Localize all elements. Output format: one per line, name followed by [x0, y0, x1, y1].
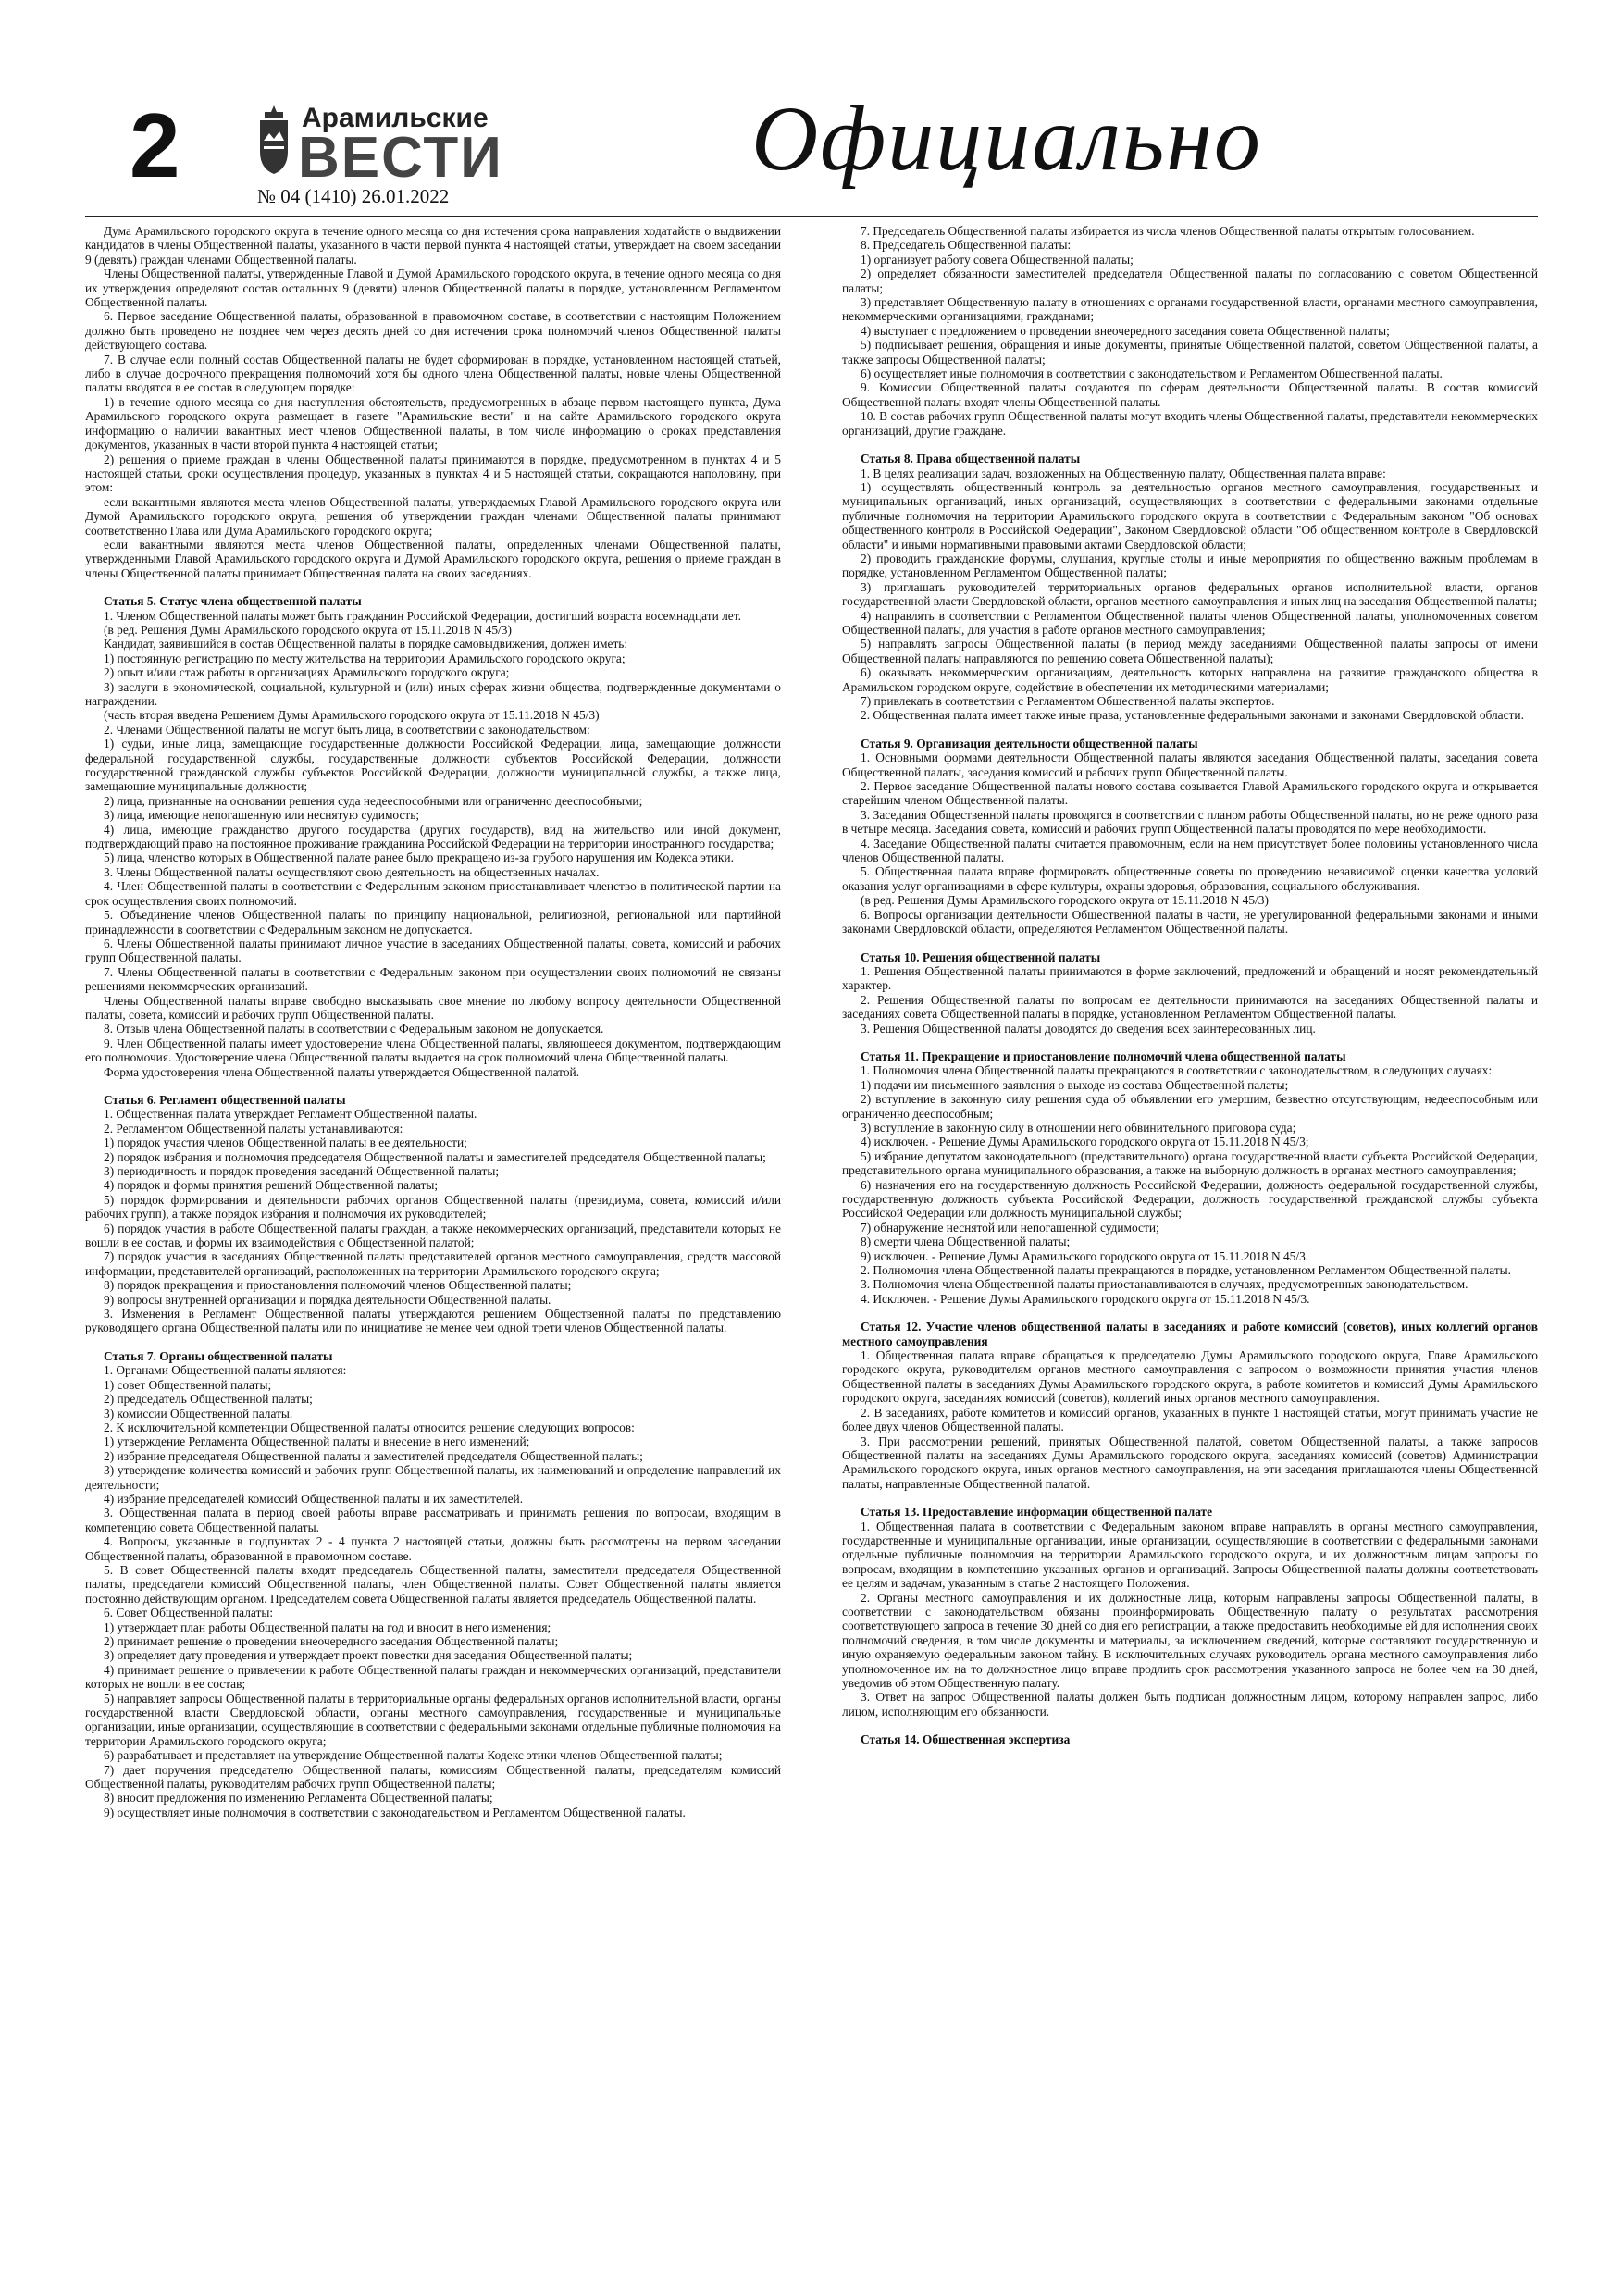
- paragraph: 1. Общественная палата вправе обращаться к председателю Думы Арамильского городского округа, Главе Арамильского городского округа, руководителям органов местного самоуправления с запросом о возможности принятия участия членов Общественной палаты в заседаниях Думы Арамильского городского округа, в работе комитетов и комиссий Думы Арамильского городского округа, заседаниях комиссий (советов), коллегий иных органов местного самоуправления.: [842, 1348, 1538, 1406]
- paragraph: 5) лица, членство которых в Общественной палате ранее было прекращено из-за грубого нарушения им Кодекса этики.: [104, 850, 734, 865]
- paragraph: 2) проводить гражданские форумы, слушания, круглые столы и иные мероприятия по общественно важным проблемам в порядке, установленном Регламентом Общественной палаты;: [842, 551, 1538, 580]
- paragraph: 4) порядок и формы принятия решений Общественной палаты;: [104, 1178, 439, 1193]
- paragraph: 3. Полномочия члена Общественной палаты приостанавливаются в случаях, предусмотренных законодательством.: [861, 1277, 1468, 1292]
- paragraph: 3) заслуги в экономической, социальной, культурной и (или) иных сферах жизни общества, подтвержденные документами о награждении.: [85, 679, 781, 708]
- paragraph: 10. В состав рабочих групп Общественной палаты могут входить члены Общественной палаты, представители некоммерческих организаций, другие граждане.: [842, 409, 1538, 438]
- paragraph: 1) судьи, иные лица, замещающие государственные должности Российской Федерации, лица, замещающие должности федеральной государственной службы, государственные должности субъектов Российской Федерации, должности государственной гражданской службы субъектов Российской Федерации, должности муниципальной службы, а также лица, замещающие муниципальные должности;: [85, 737, 781, 794]
- paragraph: 2) опыт и/или стаж работы в организациях Арамильского городского округа;: [104, 665, 510, 680]
- paragraph: 4. Член Общественной палаты в соответствии с Федеральным законом приостанавливает членство в политической партии на срок осуществления своих полномочий.: [85, 879, 781, 908]
- paragraph: 4) исключен. - Решение Думы Арамильского городского округа от 15.11.2018 N 45/3;: [861, 1135, 1309, 1149]
- header-divider: [85, 216, 1538, 217]
- paragraph: (в ред. Решения Думы Арамильского городского округа от 15.11.2018 N 45/3): [861, 893, 1269, 908]
- paragraph: 3) вступление в законную силу в отношении него обвинительного приговора суда;: [861, 1120, 1296, 1135]
- paragraph: 3) утверждение количества комиссий и рабочих групп Общественной палаты, их наименований и определение направлений их деятельности;: [85, 1463, 781, 1492]
- paragraph: 4) принимает решение о привлечении к работе Общественной палаты граждан и некоммерческих организаций, представители которых не вошли в ее состав;: [85, 1662, 781, 1692]
- paragraph: 2) лица, признанные на основании решения суда недееспособными или ограниченно дееспособными;: [104, 793, 643, 808]
- paragraph: 3) определяет дату проведения и утверждает проект повестки дня заседания Общественной палаты;: [104, 1648, 633, 1663]
- paragraph: 2. Первое заседание Общественной палаты нового состава созывается Главой Арамильского городского округа и открывается старейшим членом Общественной палаты.: [842, 779, 1538, 808]
- paragraph: 4) избрание председателей комиссий Общественной палаты и их заместителей.: [104, 1491, 524, 1506]
- paragraph: 2. Регламентом Общественной палаты устанавливаются:: [104, 1121, 403, 1136]
- article-columns: [85, 224, 1538, 2274]
- paragraph: 2) принимает решение о проведении внеочередного заседания Общественной палаты;: [104, 1634, 559, 1648]
- paragraph: 1) подачи им письменного заявления о выходе из состава Общественной палаты;: [861, 1077, 1289, 1092]
- paragraph: Дума Арамильского городского округа в течение одного месяца со дня истечения срока направления ходатайств о выдвижении кандидатов в члены Общественной палаты, указанного в части первой пункта 4 настоящей статьи, утверждает на своем заседании 9 (девять) граждан членами Общественной палаты.: [85, 224, 781, 267]
- section-title: Официально: [751, 87, 1262, 190]
- paragraph: 8) смерти члена Общественной палаты;: [861, 1235, 1071, 1249]
- paragraph: 5) направлять запросы Общественной палаты (в период между заседаниями Общественной палаты запросы от имени Общественной палаты направляются по решению совета Общественной палаты);: [842, 637, 1538, 665]
- paragraph: 6) оказывать некоммерческим организациям, деятельность которых направлена на развитие гражданского общества в Арамильском городском округе, содействие в обеспечении их методическими материалами;: [842, 665, 1538, 694]
- paragraph: 2. Общественная палата имеет также иные права, установленные федеральными законами и законами Свердловской области.: [861, 708, 1524, 723]
- paragraph: 3. Заседания Общественной палаты проводятся в соответствии с планом работы Общественной палаты, но не реже одного раза в четыре месяца. Заседания совета, комиссий и рабочих групп Общественной палаты проводятся по мере необходимости.: [842, 807, 1538, 837]
- paragraph: Члены Общественной палаты вправе свободно высказывать свое мнение по любому вопросу деятельности Общественной палаты, совета, комиссий и рабочих групп Общественной палаты.: [85, 993, 781, 1022]
- paragraph: 1) совет Общественной палаты;: [104, 1377, 272, 1392]
- paragraph: 1) утверждение Регламента Общественной палаты и внесение в него изменений;: [104, 1434, 530, 1449]
- masthead: [0, 0, 1623, 217]
- paragraph: (в ред. Решения Думы Арамильского городского округа от 15.11.2018 N 45/3): [104, 622, 512, 637]
- paragraph: 6. Вопросы организации деятельности Общественной палаты в части, не урегулированной федеральными законами и иными законами Свердловской области, определяются Регламентом Общественной палаты.: [842, 907, 1538, 937]
- paragraph: 3) комиссии Общественной палаты.: [104, 1406, 293, 1421]
- paragraph: 7. Председатель Общественной палаты избирается из числа членов Общественной палаты открытым голосованием.: [861, 224, 1475, 238]
- paragraph: 3. Ответ на запрос Общественной палаты должен быть подписан должностным лицом, которому направлен запрос, либо лицом, исполняющим его обязанности.: [842, 1690, 1538, 1719]
- paragraph: 3. Общественная палата в период своей работы вправе рассматривать и принимать решения по вопросам, входящим в компетенцию совета Общественной палаты.: [85, 1506, 781, 1534]
- paragraph: 5. Общественная палата вправе формировать общественные советы по проведению независимой оценки качества условий оказания услуг организациями в сфере культуры, охраны здоровья, образования, социального обслуживания.: [842, 864, 1538, 893]
- paragraph: 2) порядок избрания и полномочия председателя Общественной палаты и заместителей председателя Общественной палаты;: [104, 1149, 766, 1164]
- paragraph: 3) периодичность и порядок проведения заседаний Общественной палаты;: [104, 1164, 500, 1178]
- brand-title: ВЕСТИ: [298, 126, 503, 190]
- paragraph: 2) вступление в законную силу решения суда об объявлении его умершим, безвестно отсутствующим, недееспособным или ограниченно дееспособным;: [842, 1092, 1538, 1121]
- paragraph: 6. Члены Общественной палаты принимают личное участие в заседаниях Общественной палаты, совета, комиссий и рабочих групп Общественной палаты.: [85, 936, 781, 965]
- paragraph: 4. Заседание Общественной палаты считается правомочным, если на нем присутствует более половины установленного числа членов Общественной палаты.: [842, 836, 1538, 865]
- article-heading: Статья 8. Права общественной палаты: [861, 452, 1081, 466]
- paragraph: Форма удостоверения члена Общественной палаты утверждается Общественной палатой.: [104, 1064, 580, 1079]
- brand-subtitle: Арамильские: [302, 103, 489, 133]
- paragraph: 9) исключен. - Решение Думы Арамильского городского округа от 15.11.2018 N 45/3.: [861, 1248, 1309, 1263]
- paragraph: 5) направляет запросы Общественной палаты в территориальные органы федеральных органов исполнительной власти, органы государственной власти Свердловской области, органы местного самоуправления, государственные и муниципальные организации, иные организации, осуществляющие в соответствии с федеральными законами отдельные публичные полномочия на территории Арамильского городского округа;: [85, 1691, 781, 1748]
- paragraph: 7. В случае если полный состав Общественной палаты не будет сформирован в порядке, установленном настоящей статьей, либо в случае досрочного прекращения полномочий хотя бы одного члена Общественной палаты, новые члены Общественной палаты вводятся в ее состав в следующем порядке:: [85, 352, 781, 395]
- article-heading: Статья 7. Органы общественной палаты: [104, 1348, 333, 1363]
- paragraph: 2) избрание председателя Общественной палаты и заместителей председателя Общественной палаты;: [104, 1448, 643, 1463]
- article-heading: Статья 10. Решения общественной палаты: [861, 949, 1101, 964]
- paragraph: 5) подписывает решения, обращения и иные документы, принятые Общественной палатой, советом Общественной палаты, а также запросы Общественной палаты;: [842, 338, 1538, 366]
- paragraph: 7. Члены Общественной палаты в соответствии с Федеральным законом при осуществлении своих полномочий не связаны решениями некоммерческих организаций.: [85, 964, 781, 994]
- paragraph: 6) осуществляет иные полномочия в соответствии с законодательством и Регламентом Общественной палаты.: [861, 366, 1443, 381]
- paragraph: Члены Общественной палаты, утвержденные Главой и Думой Арамильского городского округа, в течение одного месяца со дня их утверждения определяют состав остальных 9 (девяти) членов Общественной палаты в порядке, установленном Регламентом Общественной палаты.: [85, 267, 781, 310]
- paragraph: 8. Отзыв члена Общественной палаты в соответствии с Федеральным законом не допускается.: [104, 1022, 604, 1036]
- article-heading: Статья 14. Общественная экспертиза: [861, 1732, 1071, 1747]
- right-column: [842, 224, 1538, 2274]
- paragraph: 4) лица, имеющие гражданство другого государства (других государств), вид на жительство или иной документ, подтверждающий право на постоянное проживание гражданина Российской Федерации на территории иностранного государства;: [85, 822, 781, 851]
- paragraph: 1) постоянную регистрацию по месту жительства на территории Арамильского городского округа;: [104, 651, 626, 665]
- paragraph: 6) порядок участия в работе Общественной палаты граждан, а также некоммерческих организаций, представители которых не вошли в ее состав, и формы их взаимодействия с Общественной палатой;: [85, 1221, 781, 1250]
- paragraph: 6) разрабатывает и представляет на утверждение Общественной палаты Кодекс этики членов Общественной палаты;: [104, 1748, 723, 1763]
- paragraph: 1) в течение одного месяца со дня наступления обстоятельств, предусмотренных в абзаце первом настоящего пункта, Дума Арамильского городского округа размещает в газете "Арамильские вести" и на сайте Арамильского городского округа информацию о наличии вакантных мест членов Общественной палаты, в том числе информацию о сроках представления документов, указанных в части второй пункта 4 настоящей статьи;: [85, 394, 781, 453]
- paragraph: 5) порядок формирования и деятельности рабочих органов Общественной палаты (президиума, совета, комиссий и/или рабочих групп), а также порядок избрания и полномочия их руководителей;: [85, 1192, 781, 1222]
- paragraph: 9. Член Общественной палаты имеет удостоверение члена Общественной палаты, являющееся документом, подтверждающим его полномочия. Удостоверение члена Общественной палаты выдается на срок полномочий члена Общественной палаты.: [85, 1036, 781, 1065]
- paragraph: 3. При рассмотрении решений, принятых Общественной палатой, советом Общественной палаты, а также запросов Общественной палаты на заседаниях Думы Арамильского городского округа, заседаниях комиссий (советов) Администрации Арамильского городского округа, иных органов местного самоуправления, на эти заседания приглашаются члены Общественной палаты, направленные Общественной палатой.: [842, 1433, 1538, 1491]
- article-heading: Статья 13. Предоставление информации общественной палате: [861, 1505, 1213, 1520]
- paragraph: 3) представляет Общественную палату в отношениях с органами государственной власти, органами местного самоуправления, некоммерческими организациями, гражданами;: [842, 295, 1538, 324]
- paragraph: 5. Объединение членов Общественной палаты по принципу национальной, религиозной, региональной или партийной принадлежности в соответствии с Федеральным законом не допускается.: [85, 908, 781, 937]
- paragraph: 3. Изменения в Регламент Общественной палаты утверждаются решением Общественной палаты по представлению руководящего органа Общественной палаты или по инициативе не менее чем одной трети членов Общественной палаты.: [85, 1307, 781, 1335]
- city-crest-icon: [257, 104, 291, 176]
- article-heading: Статья 9. Организация деятельности общественной палаты: [861, 736, 1198, 751]
- paragraph: 1. Членом Общественной палаты может быть гражданин Российской Федерации, достигший возраста восемнадцати лет.: [104, 608, 741, 623]
- paragraph: 2. Решения Общественной палаты по вопросам ее деятельности принимаются на заседаниях Общественной палаты и заседаниях совета Общественной палаты в порядке, установленном Регламентом Общественной палаты.: [842, 992, 1538, 1022]
- paragraph: 7) порядок участия в заседаниях Общественной палаты представителей органов местного самоуправления, средств массовой информации, представителей организаций, расположенных на территории Арамильского городского округа;: [85, 1249, 781, 1278]
- paragraph: если вакантными являются места членов Общественной палаты, утверждаемых Главой Арамильского городского округа или Думой Арамильского городского округа, решения об утверждении граждан членами Общественной палаты принимают соответственно Глава или Дума Арамильского городского округа;: [85, 494, 781, 538]
- paragraph: 1. Основными формами деятельности Общественной палаты являются заседания Общественной палаты, заседания совета Общественной палаты, заседания комиссий и рабочих групп Общественной палаты.: [842, 751, 1538, 779]
- article-heading: Статья 12. Участие членов общественной палаты в заседаниях и работе комиссий (советов), иных коллегий органов местного самоуправления: [842, 1320, 1538, 1348]
- paragraph: 9. Комиссии Общественной палаты создаются по сферам деятельности Общественной палаты. В состав комиссий Общественной палаты входят члены Общественной палаты.: [842, 380, 1538, 409]
- paragraph: 8. Председатель Общественной палаты:: [861, 238, 1072, 253]
- paragraph: 4. Исключен. - Решение Думы Арамильского городского округа от 15.11.2018 N 45/3.: [861, 1291, 1310, 1306]
- paragraph: 1) организует работу совета Общественной палаты;: [861, 252, 1134, 267]
- paragraph: Кандидат, заявившийся в состав Общественной палаты в порядке самовыдвижения, должен иметь:: [104, 637, 628, 652]
- paragraph: 3. Члены Общественной палаты осуществляют свою деятельность на общественных началах.: [104, 864, 600, 879]
- paragraph: 4) направлять в соответствии с Регламентом Общественной палаты членов Общественной палаты, уполномоченных советом Общественной палаты, для участия в работе органов местного самоуправления;: [842, 608, 1538, 637]
- paragraph: 1) утверждает план работы Общественной палаты на год и вносит в него изменения;: [104, 1620, 551, 1634]
- paragraph: 1. Общественная палата в соответствии с Федеральным законом вправе направлять в органы местного самоуправления, государственные и муниципальные организации, иные организации, осуществляющие в соответствии с федеральными законами отдельные публичные полномочия на территории Арамильского городского округа, и их должностным лицам запросы по вопросам, входящим в компетенцию указанных органов и организаций. Запросы Общественной палаты должны соответствовать ее целям и задачам, указанным в статье 2 настоящего Положения.: [842, 1519, 1538, 1591]
- paragraph: 8) порядок прекращения и приостановления полномочий членов Общественной палаты;: [104, 1278, 572, 1293]
- paragraph: 2. Членами Общественной палаты не могут быть лица, в соответствии с законодательством:: [104, 722, 590, 737]
- paragraph: 2. К исключительной компетенции Общественной палаты относится решение следующих вопросов:: [104, 1420, 635, 1434]
- paragraph: 3) лица, имеющие непогашенную или неснятую судимость;: [104, 808, 420, 823]
- paragraph: 1) осуществлять общественный контроль за деятельностью органов местного самоуправления, государственных и муниципальных организаций, иных организаций, осуществляющих в соответствии с федеральными законами отдельные публичные полномочия на территории Арамильского городского округа в соответствии с Федеральным законом "Об основах общественного контроля в Российской Федерации", Законом Свердловской области "Об общественном контроле в Свердловской области" и иными нормативными правовыми актами Свердловской области;: [842, 479, 1538, 552]
- article-heading: Статья 11. Прекращение и приостановление полномочий члена общественной палаты: [861, 1049, 1346, 1063]
- paragraph: 2. Полномочия члена Общественной палаты прекращаются в порядке, установленном Регламентом Общественной палаты.: [861, 1263, 1512, 1278]
- paragraph: 7) обнаружение неснятой или непогашенной судимости;: [861, 1220, 1159, 1235]
- paragraph: 6) назначения его на государственную должность Российской Федерации, должность федеральной государственной службы, государственную должность субъекта Российской Федерации, должность государственной гражданской службы субъекта Российской Федерации или должность муниципальной службы;: [842, 1177, 1538, 1221]
- paragraph: 6. Совет Общественной палаты:: [104, 1606, 274, 1620]
- paragraph: 2. Органы местного самоуправления и их должностные лица, которым направлены запросы Общественной палаты, в соответствии с законодательством обязаны проинформировать Общественную палату о результатах рассмотрения соответствующего запроса в течение 30 дней со дня его регистрации, а также предоставить необходимые ей для исполнения своих полномочий сведения, в том числе документы и материалы, за исключением сведений, которые составляют государственную и иную охраняемую федеральным законом тайну. В исключительных случаях руководитель органа местного самоуправления либо уполномоченное им на то должностное лицо вправе продлить срок рассмотрения указанного запроса не более чем на 30 дней, уведомив об этом Общественную палату.: [842, 1590, 1538, 1690]
- article-heading: Статья 6. Регламент общественной палаты: [104, 1092, 346, 1107]
- paragraph: 2) председатель Общественной палаты;: [104, 1392, 313, 1407]
- paragraph: (часть вторая введена Решением Думы Арамильского городского округа от 15.11.2018 N 45/3): [104, 708, 600, 723]
- paragraph: 3. Решения Общественной палаты доводятся до сведения всех заинтересованных лиц.: [861, 1021, 1316, 1036]
- paragraph: 5) избрание депутатом законодательного (представительного) органа государственной власти субъекта Российской Федерации, представительного органа муниципального образования, а также на выборную должность в органах местного самоуправления;: [842, 1148, 1538, 1178]
- issue-info: № 04 (1410) 26.01.2022: [257, 185, 450, 207]
- paragraph: 6. Первое заседание Общественной палаты, образованной в правомочном составе, в соответствии с настоящим Положением должно быть проведено не позднее чем через десять дней со дня истечения срока полномочий членов Общественной палаты действующего состава.: [85, 309, 781, 353]
- paragraph: 9) вопросы внутренней организации и порядка деятельности Общественной палаты.: [104, 1292, 551, 1307]
- paragraph: 2) определяет обязанности заместителей председателя Общественной палаты по согласованию с советом Общественной палаты;: [842, 267, 1538, 295]
- paragraph: 7) привлекать в соответствии с Регламентом Общественной палаты экспертов.: [861, 694, 1275, 708]
- paragraph: 1) порядок участия членов Общественной палаты в ее деятельности;: [104, 1136, 467, 1150]
- paragraph: 4) выступает с предложением о проведении внеочередного заседания совета Общественной палаты;: [861, 323, 1390, 338]
- article-heading: Статья 5. Статус члена общественной палаты: [104, 594, 362, 609]
- paragraph: 1. Решения Общественной палаты принимаются в форме заключений, предложений и обращений и носят рекомендательный характер.: [842, 963, 1538, 993]
- paragraph: 3) приглашать руководителей территориальных органов федеральных органов исполнительной власти, органов государственной власти Свердловской области, органов местного самоуправления и иных лиц на заседания Общественной палаты;: [842, 579, 1538, 609]
- paragraph: 1. Органами Общественной палаты являются:: [104, 1363, 347, 1378]
- paragraph: 4. Вопросы, указанные в подпунктах 2 - 4 пункта 2 настоящей статьи, должны быть рассмотрены на первом заседании Общественной палаты, образованной в правомочном составе.: [85, 1534, 781, 1563]
- paragraph: 1. Общественная палата утверждает Регламент Общественной палаты.: [104, 1107, 477, 1122]
- paragraph: 8) вносит предложения по изменению Регламента Общественной палаты;: [104, 1791, 493, 1806]
- paragraph: 5. В совет Общественной палаты входят председатель Общественной палаты, заместители председателя Общественной палаты, председатели комиссий Общественной палаты, член Общественной палаты. Совет Общественной палаты является постоянно действующим органом. Председателем совета Общественной палаты является председатель Общественной палаты.: [85, 1562, 781, 1606]
- paragraph: 1. Полномочия члена Общественной палаты прекращаются в соответствии с законодательством, в следующих случаях:: [861, 1063, 1493, 1078]
- paragraph: 2. В заседаниях, работе комитетов и комиссий органов, указанных в пункте 1 настоящей статьи, могут принимать участие не более двух членов Общественной палаты.: [842, 1405, 1538, 1434]
- paragraph: если вакантными являются места членов Общественной палаты, определенных членами Общественной палаты, утвержденными Главой Арамильского городского округа и Думой Арамильского городского округа, решения о приеме граждан в члены Общественной палаты принимает Общественная палата на своих заседаниях.: [85, 537, 781, 580]
- paragraph: 1. В целях реализации задач, возложенных на Общественную палату, Общественная палата вправе:: [861, 465, 1386, 480]
- page-number: 2: [130, 94, 180, 196]
- paragraph: 7) дает поручения председателю Общественной палаты, комиссиям Общественной палаты, председателям комиссий Общественной палаты, руководителям рабочих групп Общественной палаты;: [85, 1762, 781, 1792]
- paragraph: 2) решения о приеме граждан в члены Общественной палаты принимаются в порядке, предусмотренном в пунктах 4 и 5 настоящей статьи, сроки осуществления процедур, указанных в пунктах 4 и 5 настоящей статьи, сокращаются наполовину, при этом:: [85, 452, 781, 495]
- paragraph: 9) осуществляет иные полномочия в соответствии с законодательством и Регламентом Общественной палаты.: [104, 1805, 686, 1819]
- left-column: [85, 224, 781, 2274]
